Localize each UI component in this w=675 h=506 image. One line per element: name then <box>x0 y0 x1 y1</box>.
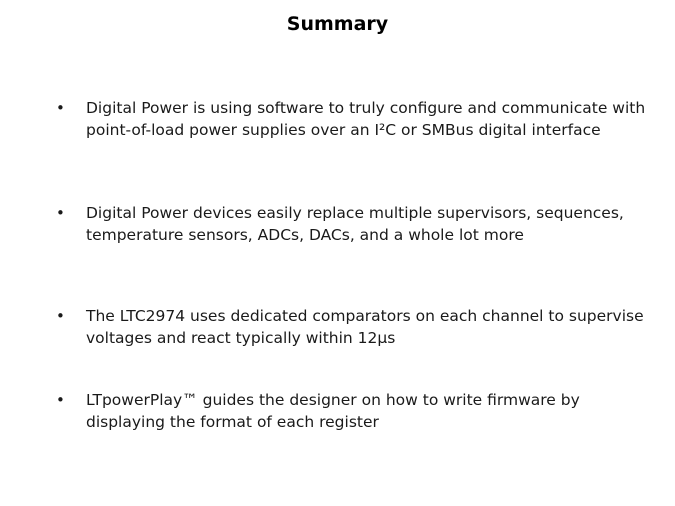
bullet-item <box>56 306 646 349</box>
bullet-item <box>56 203 646 246</box>
bullet-icon: • <box>56 204 65 222</box>
bullet-text: Digital Power devices easily replace multiple supervisors, sequences, temperature sensors, ADCs, DACs, and a whole lot more <box>86 204 624 244</box>
bullet-text: Digital Power is using software to truly configure and communicate with point-of-load power supplies over an I²C or SMBus digital interface <box>86 99 646 139</box>
bullet-item <box>56 390 646 433</box>
bullet-icon: • <box>56 391 65 409</box>
bullet-text: The LTC2974 uses dedicated comparators on each channel to supervise voltages and react typically within 12µs <box>86 307 644 347</box>
bullet-icon: • <box>56 307 65 325</box>
bullet-item <box>56 98 646 141</box>
slide-title: Summary <box>286 13 389 35</box>
bullet-text: LTpowerPlay™ guides the designer on how to write firmware by displaying the format of each register <box>86 391 580 431</box>
bullet-icon: • <box>56 99 65 117</box>
